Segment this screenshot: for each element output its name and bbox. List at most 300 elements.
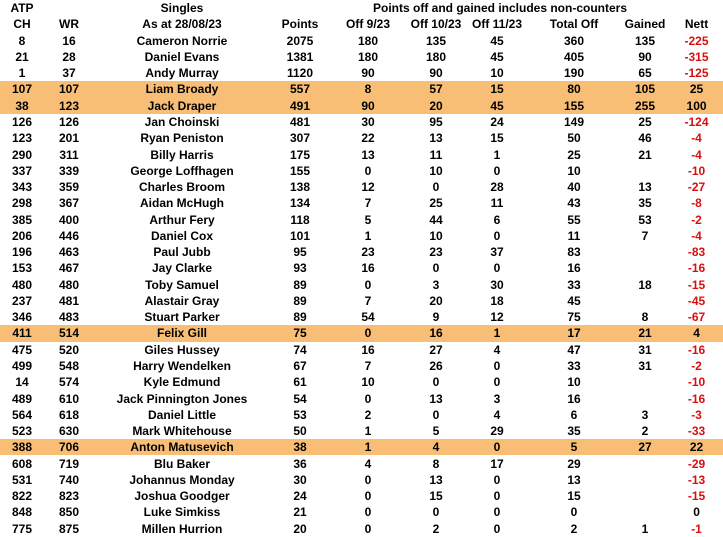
cell-total-off[interactable]: 6 — [570, 407, 578, 422]
cell-ch[interactable]: 126 — [11, 114, 33, 129]
cell-off-9-23[interactable]: 4 — [364, 456, 372, 471]
column-header-off-10-23[interactable]: Off 10/23 — [410, 17, 462, 32]
cell-nett[interactable]: -125 — [684, 66, 709, 81]
cell-off-10-23[interactable]: 0 — [432, 505, 440, 520]
cell-off-11-23[interactable]: 0 — [493, 228, 501, 243]
cell-off-10-23[interactable]: 44 — [429, 212, 443, 227]
column-header-as-at-date[interactable]: As at 28/08/23 — [142, 17, 222, 32]
cell-off-9-23[interactable]: 0 — [364, 277, 372, 292]
cell-ch[interactable]: 489 — [11, 391, 33, 406]
cell-gained[interactable]: 18 — [638, 277, 652, 292]
cell-player-name[interactable]: Blu Baker — [153, 456, 211, 471]
cell-player-name[interactable]: Cameron Norrie — [136, 33, 228, 48]
cell-player-name[interactable]: Mark Whitehouse — [132, 424, 232, 439]
cell-off-9-23[interactable]: 12 — [361, 180, 375, 195]
cell-wr[interactable]: 463 — [58, 245, 80, 260]
cell-points[interactable]: 89 — [293, 277, 307, 292]
cell-ch[interactable]: 8 — [18, 33, 26, 48]
cell-nett[interactable]: -4 — [691, 131, 702, 146]
cell-off-9-23[interactable]: 30 — [361, 114, 375, 129]
cell-total-off[interactable]: 13 — [567, 472, 581, 487]
cell-nett[interactable]: -13 — [687, 472, 706, 487]
cell-off-9-23[interactable]: 180 — [357, 49, 379, 64]
cell-off-10-23[interactable]: 27 — [429, 342, 443, 357]
cell-gained[interactable]: 53 — [638, 212, 652, 227]
cell-off-9-23[interactable]: 1 — [364, 424, 372, 439]
cell-nett[interactable]: -10 — [687, 375, 706, 390]
cell-off-11-23[interactable]: 18 — [490, 293, 504, 308]
cell-off-11-23[interactable]: 45 — [466, 98, 528, 114]
cell-off-10-23[interactable]: 5 — [432, 424, 440, 439]
cell-off-11-23[interactable]: 0 — [493, 358, 501, 373]
cell-points[interactable]: 1120 — [286, 66, 314, 81]
cell-wr[interactable]: 123 — [44, 98, 94, 114]
cell-nett[interactable]: 0 — [693, 505, 700, 520]
cell-off-9-23[interactable]: 90 — [330, 98, 406, 114]
cell-ch[interactable]: 475 — [11, 342, 33, 357]
cell-wr[interactable]: 610 — [58, 391, 80, 406]
cell-off-10-23[interactable]: 2 — [432, 521, 440, 536]
cell-off-9-23[interactable]: 10 — [361, 375, 375, 390]
cell-wr[interactable]: 37 — [62, 66, 76, 81]
cell-gained[interactable]: 31 — [638, 358, 652, 373]
cell-total-off[interactable]: 11 — [567, 228, 581, 243]
cell-points[interactable]: 138 — [289, 180, 311, 195]
cell-wr[interactable]: 107 — [44, 81, 94, 97]
cell-wr[interactable]: 339 — [58, 163, 80, 178]
cell-nett[interactable]: -315 — [684, 49, 709, 64]
cell-gained[interactable]: 21 — [620, 325, 670, 341]
cell-player-name[interactable]: Ryan Peniston — [140, 131, 224, 146]
cell-off-10-23[interactable]: 9 — [432, 310, 440, 325]
cell-ch[interactable]: 343 — [11, 180, 33, 195]
cell-off-9-23[interactable]: 7 — [364, 358, 372, 373]
column-header-points[interactable]: Points — [281, 17, 319, 32]
cell-wr[interactable]: 520 — [58, 342, 80, 357]
column-header-off-9-23[interactable]: Off 9/23 — [345, 17, 390, 32]
cell-points[interactable]: 67 — [293, 358, 307, 373]
cell-gained[interactable]: 3 — [641, 407, 649, 422]
cell-off-11-23[interactable]: 1 — [466, 325, 528, 341]
cell-off-10-23[interactable]: 26 — [429, 358, 443, 373]
cell-gained[interactable] — [620, 455, 670, 471]
cell-total-off[interactable]: 5 — [528, 439, 620, 455]
cell-points[interactable]: 61 — [293, 375, 307, 390]
cell-off-11-23[interactable]: 3 — [493, 391, 501, 406]
cell-off-11-23[interactable]: 28 — [490, 180, 504, 195]
cell-off-9-23[interactable]: 0 — [364, 391, 372, 406]
cell-off-9-23[interactable]: 0 — [364, 489, 372, 504]
cell-total-off[interactable]: 0 — [570, 505, 578, 520]
cell-points[interactable]: 155 — [289, 163, 311, 178]
cell-ch[interactable]: 480 — [11, 277, 33, 292]
cell-off-9-23[interactable]: 180 — [357, 33, 379, 48]
cell-off-11-23[interactable]: 0 — [493, 375, 501, 390]
cell-gained[interactable]: 255 — [620, 98, 670, 114]
cell-off-11-23[interactable]: 29 — [490, 424, 504, 439]
cell-points[interactable]: 75 — [270, 325, 330, 341]
cell-points[interactable]: 481 — [289, 114, 311, 129]
cell-nett[interactable]: -8 — [691, 196, 702, 211]
cell-points[interactable]: 89 — [293, 310, 307, 325]
cell-ch[interactable]: 290 — [11, 147, 33, 162]
cell-total-off[interactable]: 15 — [567, 489, 581, 504]
cell-off-11-23[interactable]: 10 — [490, 66, 504, 81]
cell-total-off[interactable]: 2 — [570, 521, 578, 536]
cell-total-off[interactable]: 29 — [567, 456, 581, 471]
cell-nett[interactable]: -45 — [687, 293, 706, 308]
cell-off-11-23[interactable]: 24 — [490, 114, 504, 129]
cell-player-name[interactable]: Billy Harris — [150, 147, 214, 162]
cell-nett[interactable]: -29 — [687, 456, 706, 471]
cell-gained[interactable]: 8 — [641, 310, 649, 325]
cell-points[interactable]: 307 — [289, 131, 311, 146]
cell-gained[interactable] — [620, 488, 670, 504]
cell-gained[interactable]: 31 — [638, 342, 652, 357]
cell-nett[interactable]: -16 — [687, 391, 706, 406]
cell-off-10-23[interactable]: 135 — [425, 33, 447, 48]
cell-nett[interactable]: -4 — [691, 228, 702, 243]
column-header-ch[interactable]: CH — [13, 17, 31, 32]
cell-gained[interactable]: 105 — [620, 81, 670, 97]
cell-gained[interactable] — [620, 472, 670, 488]
cell-off-10-23[interactable]: 90 — [429, 66, 443, 81]
cell-wr[interactable]: 481 — [58, 293, 80, 308]
cell-off-10-23[interactable]: 13 — [429, 391, 443, 406]
cell-off-10-23[interactable]: 180 — [425, 49, 447, 64]
cell-wr[interactable]: 359 — [58, 180, 80, 195]
cell-nett[interactable]: -10 — [687, 163, 706, 178]
cell-wr[interactable]: 875 — [58, 521, 80, 536]
cell-wr[interactable]: 740 — [58, 472, 80, 487]
cell-ch[interactable]: 298 — [11, 196, 33, 211]
cell-off-9-23[interactable]: 1 — [364, 228, 372, 243]
cell-player-name[interactable]: Alastair Gray — [144, 293, 220, 308]
cell-off-9-23[interactable]: 0 — [364, 521, 372, 536]
cell-points[interactable]: 53 — [293, 407, 307, 422]
cell-player-name[interactable]: Daniel Little — [147, 407, 216, 422]
cell-ch[interactable]: 337 — [11, 163, 33, 178]
cell-wr[interactable]: 483 — [58, 310, 80, 325]
cell-off-11-23[interactable]: 0 — [493, 472, 501, 487]
cell-off-11-23[interactable]: 37 — [490, 245, 504, 260]
cell-player-name[interactable]: Liam Broady — [94, 81, 270, 97]
cell-nett[interactable]: -15 — [687, 489, 706, 504]
cell-ch[interactable]: 38 — [0, 98, 44, 114]
cell-player-name[interactable]: Johannus Monday — [129, 472, 235, 487]
cell-nett[interactable]: -3 — [691, 407, 702, 422]
cell-player-name[interactable]: Andy Murray — [145, 66, 219, 81]
cell-gained[interactable]: 21 — [638, 147, 652, 162]
cell-ch[interactable]: 123 — [11, 131, 33, 146]
cell-player-name[interactable]: George Loffhagen — [130, 163, 234, 178]
cell-ch[interactable]: 385 — [11, 212, 33, 227]
cell-points[interactable]: 2075 — [286, 33, 314, 48]
cell-points[interactable]: 491 — [270, 98, 330, 114]
cell-total-off[interactable]: 35 — [567, 424, 581, 439]
cell-gained[interactable]: 7 — [641, 228, 649, 243]
cell-ch[interactable]: 499 — [11, 358, 33, 373]
cell-off-11-23[interactable]: 0 — [493, 505, 501, 520]
cell-off-9-23[interactable]: 54 — [361, 310, 375, 325]
cell-wr[interactable]: 367 — [58, 196, 80, 211]
cell-player-name[interactable]: Felix Gill — [94, 325, 270, 341]
cell-player-name[interactable]: Kyle Edmund — [143, 375, 221, 390]
cell-player-name[interactable]: Daniel Evans — [144, 49, 220, 64]
cell-gained[interactable]: 2 — [641, 424, 649, 439]
cell-off-11-23[interactable]: 0 — [466, 439, 528, 455]
cell-wr[interactable]: 630 — [58, 424, 80, 439]
cell-nett[interactable]: -124 — [684, 114, 709, 129]
cell-ch[interactable]: 564 — [11, 407, 33, 422]
cell-points[interactable]: 24 — [293, 489, 307, 504]
cell-nett[interactable]: -15 — [687, 277, 706, 292]
cell-total-off[interactable]: 50 — [567, 131, 581, 146]
cell-off-11-23[interactable]: 45 — [490, 33, 504, 48]
cell-points[interactable]: 118 — [290, 212, 310, 227]
cell-wr[interactable]: 480 — [58, 277, 80, 292]
cell-player-name[interactable]: Joshua Goodger — [134, 489, 230, 504]
cell-total-off[interactable]: 80 — [528, 81, 620, 97]
cell-off-11-23[interactable]: 4 — [493, 407, 501, 422]
cell-total-off[interactable]: 405 — [563, 49, 585, 64]
cell-player-name[interactable]: Toby Samuel — [145, 277, 219, 292]
cell-gained[interactable]: 90 — [638, 49, 652, 64]
cell-off-9-23[interactable]: 90 — [361, 66, 375, 81]
cell-gained[interactable]: 46 — [638, 131, 652, 146]
cell-ch[interactable]: 1 — [18, 66, 26, 81]
cell-off-11-23[interactable]: 0 — [493, 163, 501, 178]
cell-points[interactable]: 134 — [289, 196, 311, 211]
cell-off-9-23[interactable]: 2 — [364, 407, 372, 422]
cell-total-off[interactable]: 149 — [563, 114, 585, 129]
cell-off-11-23[interactable]: 1 — [493, 147, 501, 162]
cell-ch[interactable]: 107 — [0, 81, 44, 97]
cell-total-off[interactable]: 33 — [567, 277, 581, 292]
cell-ch[interactable]: 206 — [11, 228, 33, 243]
cell-gained[interactable]: 35 — [638, 196, 652, 211]
cell-gained[interactable] — [620, 260, 670, 276]
cell-off-11-23[interactable]: 0 — [493, 521, 501, 536]
cell-ch[interactable]: 14 — [15, 375, 29, 390]
cell-nett[interactable]: -16 — [687, 342, 706, 357]
cell-gained[interactable]: 27 — [620, 439, 670, 455]
cell-nett[interactable]: -2 — [691, 358, 702, 373]
cell-off-10-23[interactable]: 4 — [406, 439, 466, 455]
cell-player-name[interactable]: Luke Simkiss — [143, 505, 221, 520]
cell-gained[interactable]: 25 — [638, 114, 652, 129]
cell-off-10-23[interactable]: 23 — [429, 245, 443, 260]
cell-points[interactable]: 89 — [293, 293, 307, 308]
cell-gained[interactable] — [620, 293, 670, 309]
cell-off-9-23[interactable]: 5 — [364, 212, 372, 227]
cell-nett[interactable]: 100 — [670, 98, 723, 114]
cell-off-10-23[interactable]: 0 — [432, 407, 440, 422]
cell-wr[interactable]: 201 — [58, 131, 80, 146]
cell-points[interactable]: 30 — [293, 472, 307, 487]
cell-off-10-23[interactable]: 20 — [429, 293, 443, 308]
cell-player-name[interactable]: Jan Choinski — [144, 114, 220, 129]
column-header-total-off[interactable]: Total Off — [549, 17, 599, 32]
cell-points[interactable]: 38 — [270, 439, 330, 455]
cell-ch[interactable]: 608 — [11, 456, 33, 471]
cell-nett[interactable]: -1 — [691, 521, 702, 536]
column-header-nett[interactable]: Nett — [684, 17, 709, 32]
cell-off-10-23[interactable]: 11 — [429, 147, 443, 162]
cell-total-off[interactable]: 17 — [528, 325, 620, 341]
cell-nett[interactable]: -16 — [687, 261, 706, 276]
cell-wr[interactable]: 823 — [58, 489, 80, 504]
cell-points[interactable]: 93 — [293, 261, 307, 276]
cell-player-name[interactable]: Aidan McHugh — [140, 196, 224, 211]
cell-off-9-23[interactable]: 16 — [361, 342, 375, 357]
cell-points[interactable]: 175 — [289, 147, 311, 162]
cell-off-9-23[interactable]: 8 — [330, 81, 406, 97]
cell-off-11-23[interactable]: 17 — [490, 456, 504, 471]
cell-ch[interactable]: 411 — [0, 325, 44, 341]
cell-nett[interactable]: -4 — [691, 147, 702, 162]
cell-off-9-23[interactable]: 0 — [364, 505, 372, 520]
cell-player-name[interactable]: Stuart Parker — [144, 310, 220, 325]
cell-nett[interactable]: -33 — [687, 424, 706, 439]
cell-player-name[interactable]: Harry Wendelken — [133, 358, 231, 373]
cell-player-name[interactable]: Jay Clarke — [151, 261, 213, 276]
cell-off-9-23[interactable]: 1 — [330, 439, 406, 455]
cell-off-10-23[interactable]: 20 — [406, 98, 466, 114]
cell-player-name[interactable]: Anton Matusevich — [94, 439, 270, 455]
cell-points[interactable]: 101 — [289, 228, 311, 243]
cell-off-9-23[interactable]: 13 — [361, 147, 375, 162]
cell-wr[interactable]: 446 — [58, 228, 80, 243]
cell-off-11-23[interactable]: 6 — [493, 212, 501, 227]
cell-player-name[interactable]: Paul Jubb — [153, 245, 211, 260]
cell-points[interactable]: 20 — [293, 521, 307, 536]
cell-off-10-23[interactable]: 13 — [429, 472, 443, 487]
cell-player-name[interactable]: Jack Draper — [94, 98, 270, 114]
cell-total-off[interactable]: 45 — [567, 293, 581, 308]
cell-gained[interactable]: 65 — [638, 66, 652, 81]
cell-off-10-23[interactable]: 3 — [432, 277, 440, 292]
cell-total-off[interactable]: 360 — [563, 33, 585, 48]
cell-off-11-23[interactable]: 30 — [490, 277, 504, 292]
cell-player-name[interactable]: Charles Broom — [138, 180, 226, 195]
cell-off-10-23[interactable]: 0 — [432, 375, 440, 390]
cell-off-10-23[interactable]: 16 — [406, 325, 466, 341]
cell-off-10-23[interactable]: 0 — [432, 180, 440, 195]
cell-gained[interactable]: 135 — [635, 33, 656, 48]
cell-total-off[interactable]: 25 — [567, 147, 581, 162]
cell-wr[interactable]: 850 — [58, 505, 80, 520]
column-header-gained[interactable]: Gained — [624, 17, 666, 32]
cell-off-10-23[interactable]: 57 — [406, 81, 466, 97]
cell-nett[interactable]: -67 — [687, 310, 706, 325]
cell-total-off[interactable]: 190 — [563, 66, 585, 81]
cell-nett[interactable]: -83 — [687, 245, 706, 260]
cell-points[interactable]: 1381 — [286, 49, 314, 64]
cell-gained[interactable] — [620, 390, 670, 406]
cell-player-name[interactable]: Jack Pinnington Jones — [116, 391, 248, 406]
cell-ch[interactable]: 153 — [11, 261, 33, 276]
cell-wr[interactable]: 574 — [58, 375, 80, 390]
cell-ch[interactable]: 523 — [11, 424, 33, 439]
cell-off-11-23[interactable]: 0 — [493, 489, 501, 504]
cell-points[interactable]: 21 — [293, 505, 307, 520]
cell-gained[interactable] — [620, 374, 670, 390]
cell-off-10-23[interactable]: 10 — [429, 163, 443, 178]
cell-off-9-23[interactable]: 7 — [364, 293, 372, 308]
cell-ch[interactable]: 775 — [11, 521, 33, 536]
cell-total-off[interactable]: 16 — [567, 391, 581, 406]
cell-off-11-23[interactable]: 15 — [490, 131, 504, 146]
cell-off-10-23[interactable]: 10 — [429, 228, 443, 243]
cell-ch[interactable]: 388 — [0, 439, 44, 455]
cell-off-10-23[interactable]: 13 — [429, 131, 443, 146]
cell-wr[interactable]: 706 — [44, 439, 94, 455]
cell-player-name[interactable]: Arthur Fery — [149, 212, 215, 227]
cell-nett[interactable]: 4 — [670, 325, 723, 341]
cell-points[interactable]: 557 — [270, 81, 330, 97]
column-header-wr[interactable]: WR — [59, 17, 79, 32]
cell-off-10-23[interactable]: 95 — [429, 114, 443, 129]
cell-off-9-23[interactable]: 0 — [330, 325, 406, 341]
cell-wr[interactable]: 548 — [58, 358, 80, 373]
cell-off-10-23[interactable]: 25 — [429, 196, 443, 211]
cell-ch[interactable]: 21 — [15, 49, 29, 64]
cell-nett[interactable]: -225 — [684, 33, 709, 48]
cell-total-off[interactable]: 10 — [567, 375, 581, 390]
cell-total-off[interactable]: 83 — [567, 245, 581, 260]
cell-points[interactable]: 95 — [293, 245, 307, 260]
cell-off-11-23[interactable]: 11 — [490, 196, 504, 211]
cell-gained[interactable]: 13 — [638, 180, 652, 195]
cell-points[interactable]: 74 — [293, 342, 307, 357]
cell-total-off[interactable]: 43 — [567, 196, 581, 211]
cell-ch[interactable]: 346 — [11, 310, 33, 325]
cell-nett[interactable]: 25 — [670, 81, 723, 97]
cell-off-9-23[interactable]: 0 — [364, 472, 372, 487]
cell-total-off[interactable]: 47 — [567, 342, 581, 357]
cell-off-10-23[interactable]: 0 — [432, 261, 440, 276]
cell-nett[interactable]: 22 — [670, 439, 723, 455]
cell-gained[interactable] — [620, 244, 670, 260]
cell-points[interactable]: 54 — [293, 391, 307, 406]
cell-total-off[interactable]: 10 — [567, 163, 581, 178]
cell-ch[interactable]: 237 — [11, 293, 33, 308]
cell-player-name[interactable]: Daniel Cox — [150, 228, 213, 243]
cell-wr[interactable]: 467 — [58, 261, 80, 276]
cell-nett[interactable]: -2 — [691, 212, 702, 227]
column-header-off-11-23[interactable]: Off 11/23 — [471, 17, 523, 32]
cell-off-9-23[interactable]: 22 — [361, 131, 375, 146]
cell-off-10-23[interactable]: 15 — [429, 489, 443, 504]
cell-nett[interactable]: -27 — [687, 180, 706, 195]
cell-total-off[interactable]: 40 — [567, 180, 581, 195]
cell-wr[interactable]: 400 — [58, 212, 80, 227]
cell-off-11-23[interactable]: 4 — [493, 342, 501, 357]
cell-wr[interactable]: 16 — [62, 33, 76, 48]
cell-total-off[interactable]: 55 — [567, 212, 581, 227]
cell-wr[interactable]: 514 — [44, 325, 94, 341]
cell-off-11-23[interactable]: 45 — [490, 49, 504, 64]
cell-player-name[interactable]: Giles Hussey — [144, 342, 220, 357]
cell-ch[interactable]: 531 — [11, 472, 33, 487]
cell-wr[interactable]: 719 — [58, 456, 80, 471]
cell-total-off[interactable]: 33 — [567, 358, 581, 373]
cell-wr[interactable]: 618 — [58, 407, 80, 422]
cell-ch[interactable]: 196 — [11, 245, 33, 260]
cell-ch[interactable]: 848 — [11, 505, 33, 520]
cell-off-11-23[interactable]: 15 — [466, 81, 528, 97]
